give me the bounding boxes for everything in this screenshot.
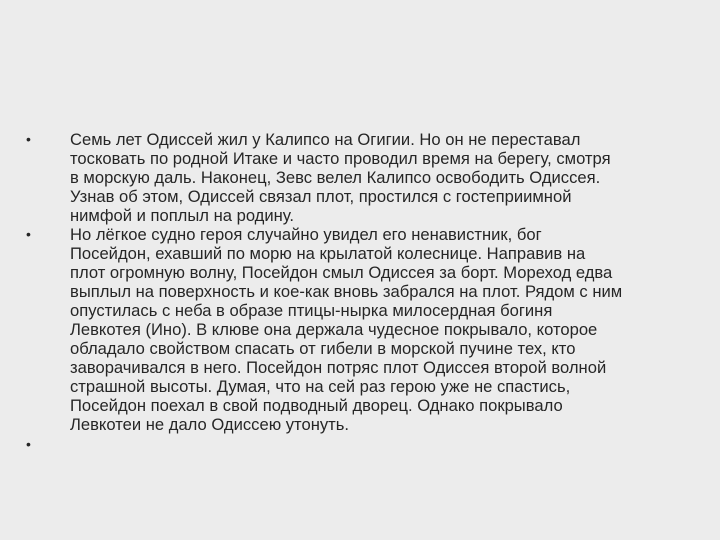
- text-line: выплыл на поверхность и кое-как вновь забрался на плот. Рядом с ним: [70, 282, 623, 301]
- paragraph-text: [70, 130, 690, 225]
- bullet-marker: •: [26, 131, 31, 147]
- text-line: Семь лет Одиссей жил у Калипсо на Огигии. Но он не переставал: [70, 130, 581, 149]
- text-line: опустилась с неба в образе птицы-нырка милосердная богиня: [70, 301, 553, 320]
- text-line: Но лёгкое судно героя случайно увидел его ненавистник, бог: [70, 225, 542, 244]
- text-line: нимфой и поплыл на родину.: [70, 206, 295, 225]
- bullet-paragraph-2: [26, 225, 690, 434]
- text-line: страшной высоты. Думая, что на сей раз герою уже не спастись,: [70, 377, 571, 396]
- text-line: плот огромную волну, Посейдон смыл Одиссея за борт. Мореход едва: [70, 263, 613, 282]
- text-line: Посейдон, ехавший по морю на крылатой колеснице. Направив на: [70, 244, 586, 263]
- text-line: тосковать по родной Итаке и часто проводил время на берегу, смотря: [70, 149, 611, 168]
- text-line: заворачивался в него. Посейдон потряс плот Одиссея второй волной: [70, 358, 607, 377]
- text-line: Посейдон поехал в свой подводный дворец. Однако покрывало: [70, 396, 563, 415]
- bullet-marker: •: [26, 436, 31, 452]
- text-line: в морскую даль. Наконец, Зевс велел Калипсо освободить Одиссея.: [70, 168, 601, 187]
- bullet-paragraph-3-empty: [26, 435, 690, 454]
- text-line: Левкотея (Ино). В клюве она держала чудесное покрывало, которое: [70, 320, 598, 339]
- bullet-paragraph-1: [26, 130, 690, 225]
- text-line: Узнав об этом, Одиссей связал плот, простился с гостеприимной: [70, 187, 572, 206]
- bullet-marker: •: [26, 226, 31, 242]
- bullet-list: [26, 130, 690, 454]
- paragraph-text: [70, 225, 690, 434]
- text-line: Левкотеи не дало Одиссею утонуть.: [70, 415, 350, 434]
- text-line: обладало свойством спасать от гибели в морской пучине тех, кто: [70, 339, 576, 358]
